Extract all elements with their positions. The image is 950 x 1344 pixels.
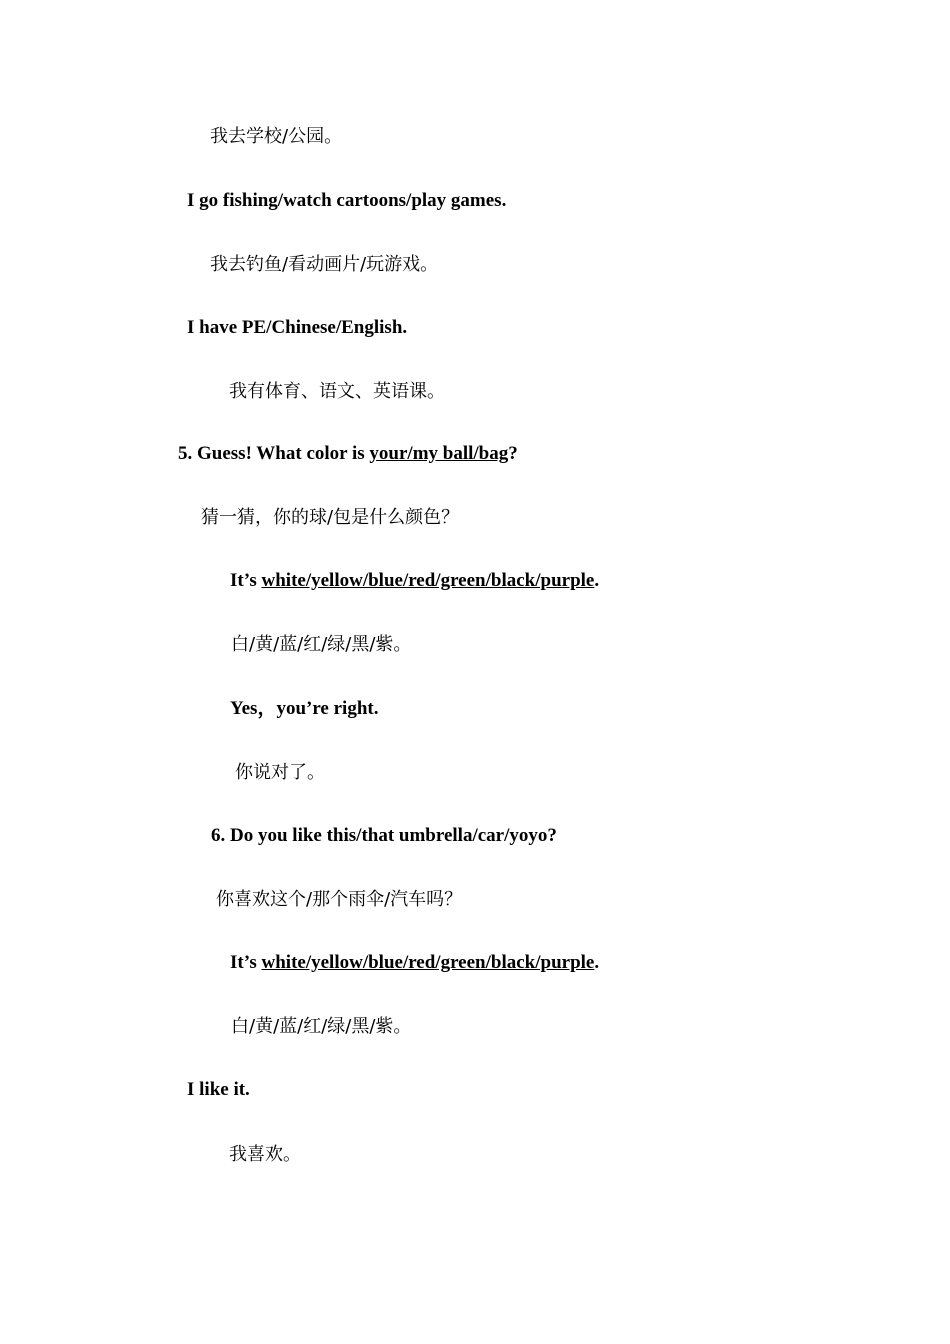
- translation-go-school-park: 我去学校/公园。: [210, 126, 343, 147]
- sentence-go-fishing: I go fishing/watch cartoons/play games.: [187, 190, 507, 211]
- translation-i-like-it: 我喜欢。: [229, 1144, 301, 1165]
- question-6-like-umbrella: 6. Do you like this/that umbrella/car/yoyo?: [211, 825, 557, 846]
- question-5-underlined-options: your/my ball/bag: [369, 443, 509, 464]
- question-5-prefix: 5. Guess! What color is: [178, 443, 370, 464]
- answer-2-suffix: .: [594, 952, 600, 973]
- answer-2-prefix: It’s: [230, 952, 262, 973]
- translation-guess-color: 猜一猜，你的球/包是什么颜色？: [201, 507, 460, 528]
- sentence-have-pe: I have PE/Chinese/English.: [187, 317, 408, 338]
- translation-have-pe: 我有体育、语文、英语课。: [229, 381, 445, 402]
- answer-its-color-1: [230, 569, 599, 593]
- translation-colors-2: 白/黄/蓝/红/绿/黑/紫。: [231, 1016, 412, 1037]
- translation-like-umbrella: 你喜欢这个/那个雨伞/汽车吗？: [216, 889, 463, 910]
- answer-1-prefix: It’s: [230, 570, 262, 591]
- translation-go-fishing: 我去钓鱼/看动画片/玩游戏。: [210, 254, 439, 275]
- question-5-suffix: ?: [508, 443, 518, 464]
- translation-youre-right: 你说对了。: [235, 762, 325, 783]
- translation-colors-1: 白/黄/蓝/红/绿/黑/紫。: [231, 634, 412, 655]
- answer-1-suffix: .: [594, 570, 600, 591]
- sentence-youre-right: Yes，you’re right.: [230, 698, 379, 719]
- answer-1-color-options: white/yellow/blue/red/green/black/purple: [261, 570, 595, 591]
- question-5-guess-color: [178, 442, 518, 466]
- answer-its-color-2: [230, 951, 599, 975]
- answer-2-color-options: white/yellow/blue/red/green/black/purple: [261, 952, 595, 973]
- sentence-i-like-it: I like it.: [187, 1079, 250, 1100]
